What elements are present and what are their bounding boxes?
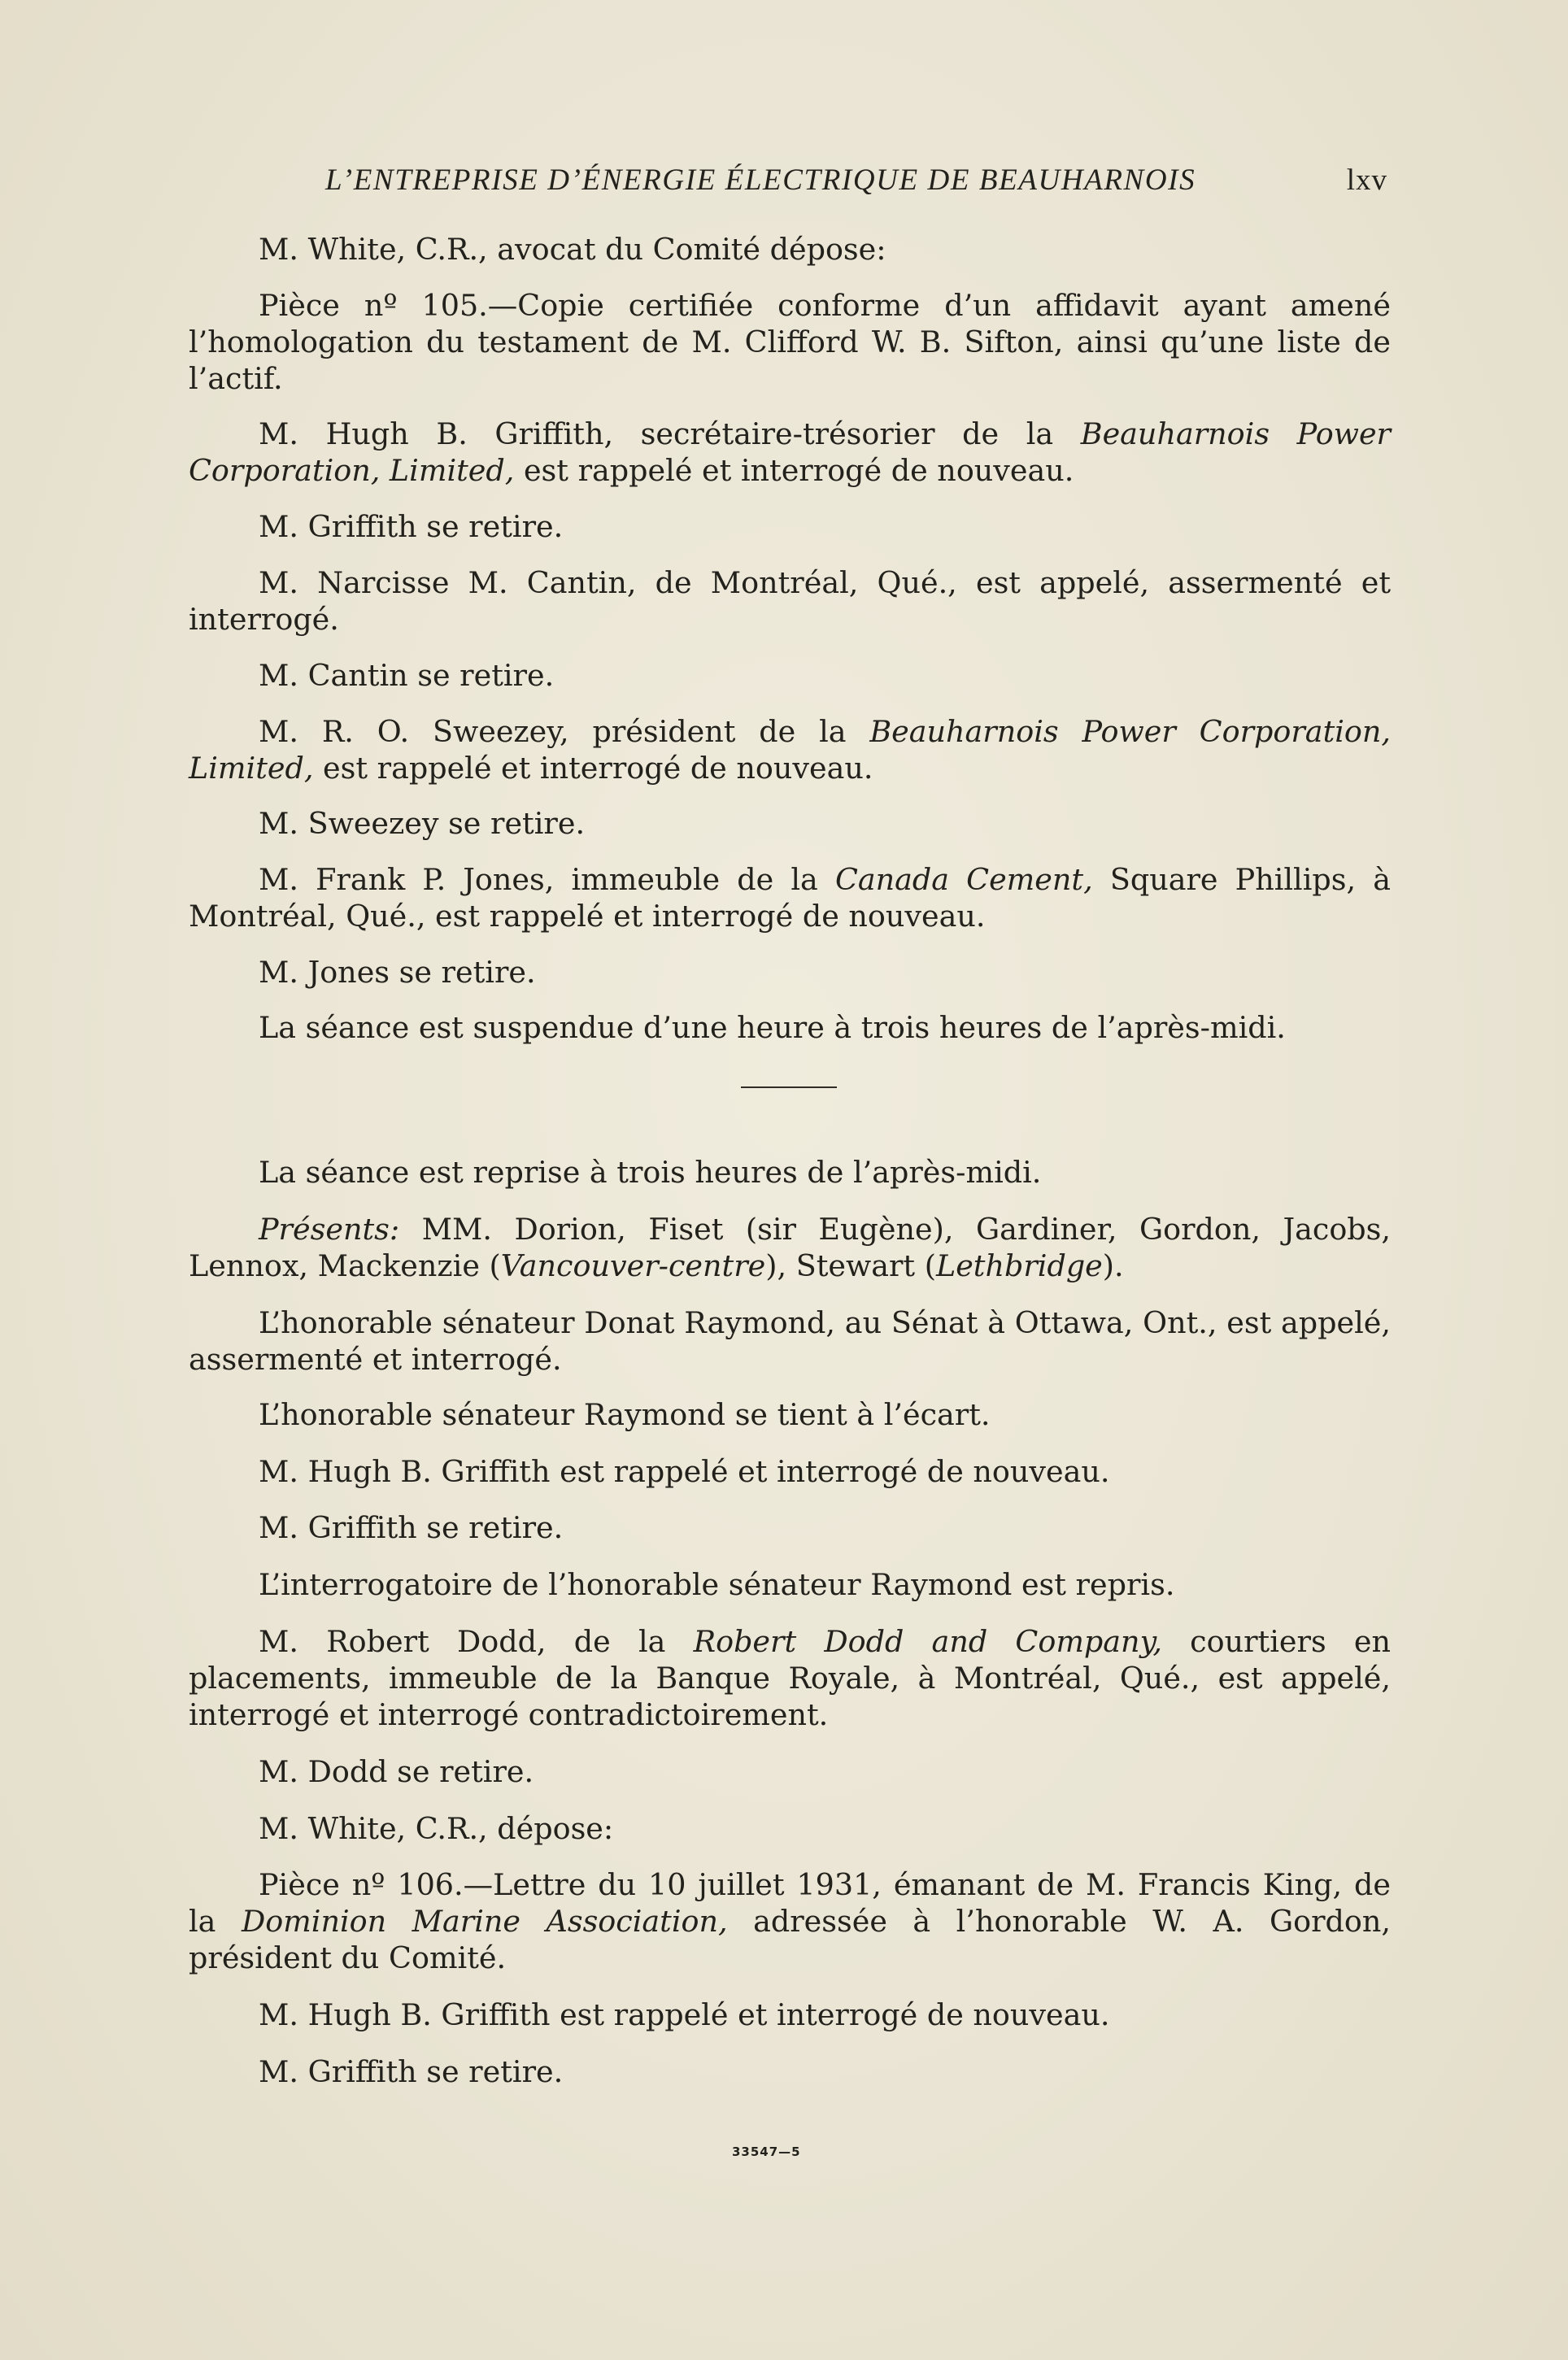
paragraph: M. Cantin se retire. xyxy=(259,658,555,693)
paragraph: M. White, C.R., avocat du Comité dépose: xyxy=(259,232,886,267)
paragraph: M. Sweezey se retire. xyxy=(259,806,586,841)
paragraph: M. Griffith se retire. xyxy=(259,2054,564,2089)
running-head xyxy=(189,163,1387,207)
paragraph: La séance est reprise à trois heures de l’après-midi. xyxy=(259,1155,1042,1190)
company-name: Robert Dodd and Company, xyxy=(693,1624,1162,1659)
paragraph: L’honorable sénateur Donat Raymond, au Sénat à Ottawa, Ont., est appelé, assermenté et interrogé. xyxy=(189,1305,1391,1377)
paragraph: M. Robert Dodd, de la Robert Dodd and Company, courtiers en placements, immeuble de la Banque Royale, à Montréal, Qué., est appelé, interrogé et interrogé contradictoirement. xyxy=(189,1624,1392,1732)
section-morning xyxy=(189,231,1391,1046)
paragraph: M. Griffith se retire. xyxy=(259,509,564,544)
page-number: lxv xyxy=(1346,163,1387,197)
paragraph: M. Narcisse M. Cantin, de Montréal, Qué., est appelé, assermenté et interrogé. xyxy=(189,565,1391,637)
paragraph: M. Jones se retire. xyxy=(259,955,536,990)
printer-signature: 33547—5 xyxy=(732,2144,801,2159)
company-name: Beauharnois Power Corporation, Limited, xyxy=(189,714,1391,786)
company-name: Canada Cement, xyxy=(834,862,1093,897)
attendance-paragraph: Présents: MM. Dorion, Fiset (sir Eugène), Gardiner, Gordon, Jacobs, Lennox, Mackenzie (Vancouver-centre), Stewart (Lethbridge). xyxy=(189,1212,1391,1283)
paragraph: M. White, C.R., dépose: xyxy=(259,1811,614,1846)
section-divider xyxy=(741,1086,837,1088)
running-title: L’ENTREPRISE D’ÉNERGIE ÉLECTRIQUE DE BEAUHARNOIS xyxy=(325,163,1196,197)
paragraph: M. Griffith se retire. xyxy=(259,1510,564,1545)
paragraph: Pièce nº 105.—Copie certifiée conforme d’un affidavit ayant amené l’homologation du testament de M. Clifford W. B. Sifton, ainsi qu’une liste de l’actif. xyxy=(189,288,1391,396)
paragraph: M. Hugh B. Griffith est rappelé et interrogé de nouveau. xyxy=(259,1997,1110,2032)
paragraph: Pièce nº 106.—Lettre du 10 juillet 1931, émanant de M. Francis King, de la Dominion Marine Association, adressée à l’honorable W. A. Gordon, président du Comité. xyxy=(189,1867,1391,1975)
paragraph: L’honorable sénateur Raymond se tient à l’écart. xyxy=(259,1397,991,1432)
paragraph: M. Hugh B. Griffith est rappelé et interrogé de nouveau. xyxy=(259,1454,1110,1489)
paragraph: M. R. O. Sweezey, président de la Beauharnois Power Corporation, Limited, est rappelé et interrogé de nouveau. xyxy=(189,714,1391,786)
paragraph: La séance est suspendue d’une heure à trois heures de l’après-midi. xyxy=(259,1010,1286,1045)
company-name: Beauharnois Power Corporation, Limited, xyxy=(189,416,1391,488)
section-afternoon xyxy=(189,1154,1391,2090)
paragraph: M. Hugh B. Griffith, secrétaire-trésorier de la Beauharnois Power Corporation, Limited, est rappelé et interrogé de nouveau. xyxy=(189,416,1391,488)
association-name: Dominion Marine Association, xyxy=(241,1904,728,1939)
paragraph: M. Dodd se retire. xyxy=(259,1754,534,1789)
paragraph: M. Frank P. Jones, immeuble de la Canada Cement, Square Phillips, à Montréal, Qué., est rappelé et interrogé de nouveau. xyxy=(189,862,1391,934)
paragraph: L’interrogatoire de l’honorable sénateur Raymond est repris. xyxy=(259,1567,1175,1602)
